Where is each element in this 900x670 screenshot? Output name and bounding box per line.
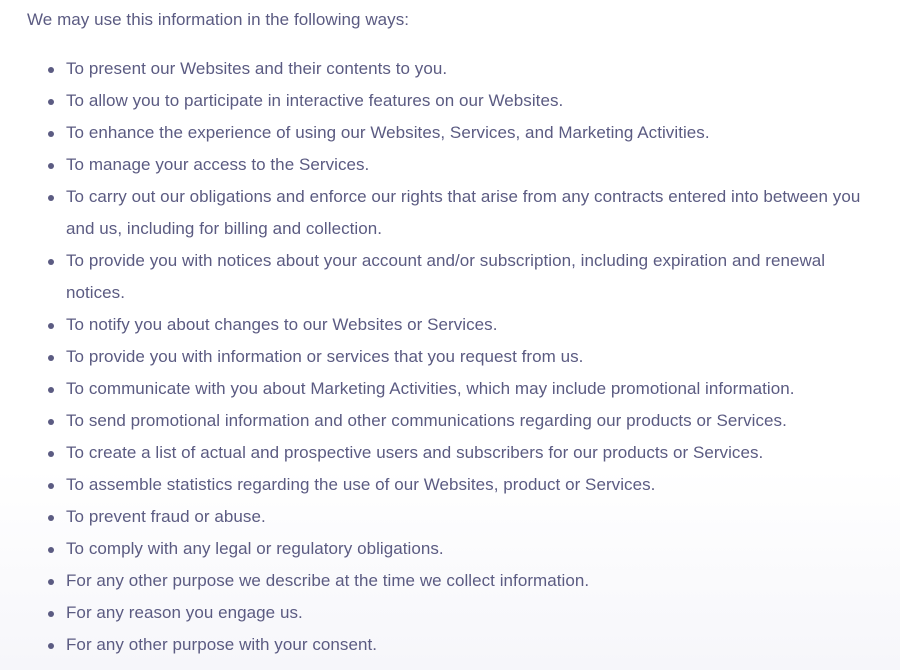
list-item (27, 373, 887, 405)
policy-section (27, 6, 887, 661)
list-item-text: To notify you about changes to our Websites or Services. (66, 315, 498, 334)
list-item (27, 181, 887, 245)
list-item (27, 53, 887, 85)
list-item (27, 117, 887, 149)
list-item-text: To provide you with information or services that you request from us. (66, 347, 584, 366)
bullet-icon (48, 579, 54, 585)
bullet-icon (48, 515, 54, 521)
list-item-text: To comply with any legal or regulatory obligations. (66, 539, 444, 558)
list-item (27, 501, 887, 533)
list-item-text: For any other purpose with your consent. (66, 635, 377, 654)
bullet-icon (48, 195, 54, 201)
bullet-icon (48, 643, 54, 649)
list-item-text: To prevent fraud or abuse. (66, 507, 266, 526)
bullet-icon (48, 547, 54, 553)
list-item-text: To communicate with you about Marketing Activities, which may include promotional information. (66, 379, 795, 398)
bullet-icon (48, 451, 54, 457)
list-item-text: To enhance the experience of using our Websites, Services, and Marketing Activities. (66, 123, 710, 142)
bullet-icon (48, 483, 54, 489)
bullet-icon (48, 355, 54, 361)
list-item (27, 341, 887, 373)
bullet-icon (48, 99, 54, 105)
list-item-text: For any reason you engage us. (66, 603, 303, 622)
list-item-text: For any other purpose we describe at the time we collect information. (66, 571, 590, 590)
list-item-text: To allow you to participate in interactive features on our Websites. (66, 91, 564, 110)
uses-list (27, 53, 887, 661)
bullet-icon (48, 163, 54, 169)
bullet-icon (48, 131, 54, 137)
list-item-text: To carry out our obligations and enforce our rights that arise from any contracts entered into between you and us, including for billing and collection. (66, 187, 861, 238)
bullet-icon (48, 323, 54, 329)
list-item (27, 629, 887, 661)
list-item (27, 565, 887, 597)
list-item (27, 245, 887, 309)
list-item-text: To provide you with notices about your account and/or subscription, including expiration and renewal notices. (66, 251, 826, 302)
list-item (27, 405, 887, 437)
list-item (27, 309, 887, 341)
list-item (27, 85, 887, 117)
list-item-text: To send promotional information and other communications regarding our products or Services. (66, 411, 787, 430)
list-item (27, 533, 887, 565)
list-item (27, 597, 887, 629)
intro-paragraph: We may use this information in the following ways: (27, 10, 410, 29)
list-item-text: To create a list of actual and prospective users and subscribers for our products or Services. (66, 443, 764, 462)
list-item-text: To present our Websites and their contents to you. (66, 59, 448, 78)
list-item (27, 437, 887, 469)
bullet-icon (48, 419, 54, 425)
bullet-icon (48, 387, 54, 393)
bullet-icon (48, 611, 54, 617)
list-item-text: To manage your access to the Services. (66, 155, 370, 174)
bullet-icon (48, 259, 54, 265)
list-item (27, 469, 887, 501)
list-item (27, 149, 887, 181)
list-item-text: To assemble statistics regarding the use of our Websites, product or Services. (66, 475, 656, 494)
bullet-icon (48, 67, 54, 73)
